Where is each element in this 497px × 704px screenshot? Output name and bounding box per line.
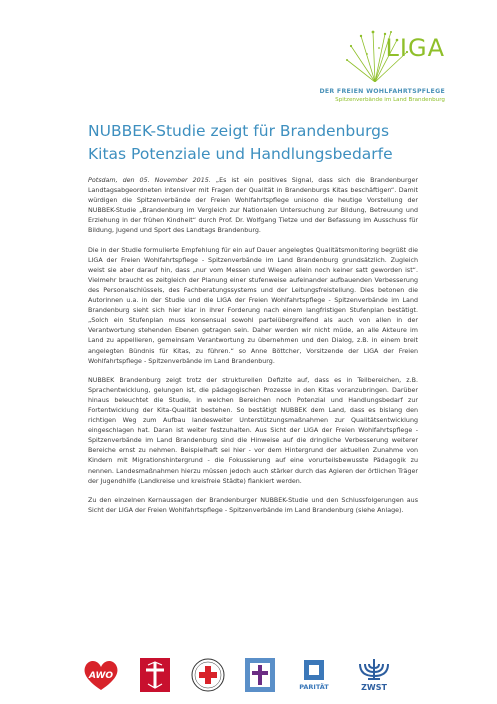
title-line-2: Kitas Potenziale und Handlungsbedarfe [88, 145, 393, 163]
diakonie-logo-icon [242, 656, 278, 694]
zwst-text: ZWST [361, 683, 387, 692]
paragraph-4: Zu den einzelnen Kernaussagen der Brandenburger NUBBEK-Studie und den Schlussfolgerungen aus Sicht der LIGA der Freien Wohlfahrtspflege - Spitzenverbände im Land Brandenburg (siehe Anlage). [88, 496, 418, 514]
paragraph-1-text: „Es ist ein positives Signal, dass sich die Brandenburger Landtagsabgeordneten intensiver mit Fragen der Qualität in Brandenburgs Kitas beschäftigen“. Damit würdigen die Spitzenverbände der Freien Wohlfahrtspflege unisono die heutige Vorstellung der NUBBEK-Studie „Brandenburg im Vergleich zur Nationalen Untersuchung zur Bildung, Betreuung und Erziehung in der frühen Kindheit“ durch Prof. Dr. Wolfgang Tietze und der Befassung im Ausschuss für Bildung, Jugend und Sport des Landtags Brandenburg. [88, 177, 418, 235]
article-body [88, 176, 418, 525]
paragraph-3: NUBBEK Brandenburg zeigt trotz der strukturellen Defizite auf, dass es in Teilbereichen, z.B. Sprachentwicklung, gelungen ist, die pädagogischen Prozesse in den Kitas voranzubringen. Darüber hinaus beleuchtet die Studie, in welchen Bereichen noch Potenzial und Handlungsbedarf zur Fortentwicklung der Kita-Qualität bestehen. So bestätigt NUBBEK dem Land, dass es bislang den richtigen Weg zum Aufbau landesweiter Unterstützungsmaßnahmen zur Qualitätsentwicklung eingeschlagen hat. Daran ist weiter festzuhalten. Aus Sicht der LIGA der Freien Wohlfahrtspflege - Spitzenverbände im Land Brandenburg sind die Hinweise auf die dringliche Verbesserung weiterer Bereiche ernst zu nehmen. Beispielhaft sei hier - vor dem Hintergrund der aktuellen Zunahme von Kindern mit Migrationshintergrund - die Fokussierung auf eine vorurteilsbewusste Pädagogik zu nennen. Landesmaßnahmen hierzu müssen jedoch auch stärker durch das Agieren der örtlichen Träger der Jugendhilfe (Landkreise und kreisfreie Städte) flankiert werden. [88, 376, 418, 485]
paritaet-text: PARITÄT [299, 683, 329, 691]
liga-logo [295, 30, 445, 103]
liga-tagline: Spitzenverbände im Land Brandenburg [335, 97, 445, 103]
zwst-logo-icon [352, 656, 396, 694]
page-title [88, 120, 428, 166]
dateline: Potsdam, den 05. November 2015. [88, 177, 211, 184]
red-cross-logo-icon [188, 656, 228, 694]
awo-logo-icon [80, 656, 122, 694]
paragraph-1 [88, 176, 418, 237]
title-line-1: NUBBEK-Studie zeigt für Brandenburgs [88, 122, 390, 140]
liga-subtitle: DER FREIEN WOHLFAHRTSPFLEGE [319, 88, 445, 95]
awo-text: AWO [88, 671, 114, 681]
paritaet-logo-icon [292, 656, 336, 694]
member-logos [80, 656, 420, 696]
liga-wordmark: LIGA [385, 34, 445, 62]
caritas-logo-icon [138, 656, 172, 694]
paragraph-2: Die in der Studie formulierte Empfehlung für ein auf Dauer angelegtes Qualitätsmonitoring begrüßt die LIGA der Freien Wohlfahrtspflege - Spitzenverbände im Land Brandenburg grundsätzlich. Zugleich weist sie aber darauf hin, dass „nur vom Messen und Wiegen allein noch keiner satt geworden ist“. Vielmehr braucht es zeitgleich der Planung einer stufenweise aufeinander aufbauenden Verbesserung des Personalschlüssels, des Fachberatungssystems und der Leitungsfreistellung. Dies betonen die Autorinnen u.a. in der Studie und die LIGA der Freien Wohlfahrtspflege - Spitzenverbände im Land Brandenburg sieht sich hier klar in ihrer Forderung nach einem langfristigen Stufenplan bestätigt. „Solch ein Stufenplan muss konsensual sowohl parteiübergreifend als auch von allen in der Verantwortung stehenden Ebenen getragen sein. Daher werden wir nicht müde, an alle Akteure im Land zu appellieren, gemeinsam Verantwortung zu übernehmen und den Dialog, z.B. in einem breit angelegten Bündnis für Kitas, zu führen.“ so Anne Böttcher, Vorsitzende der LIGA der Freien Wohlfahrtspflege - Spitzenverbände im Land Brandenburg. [88, 246, 418, 365]
